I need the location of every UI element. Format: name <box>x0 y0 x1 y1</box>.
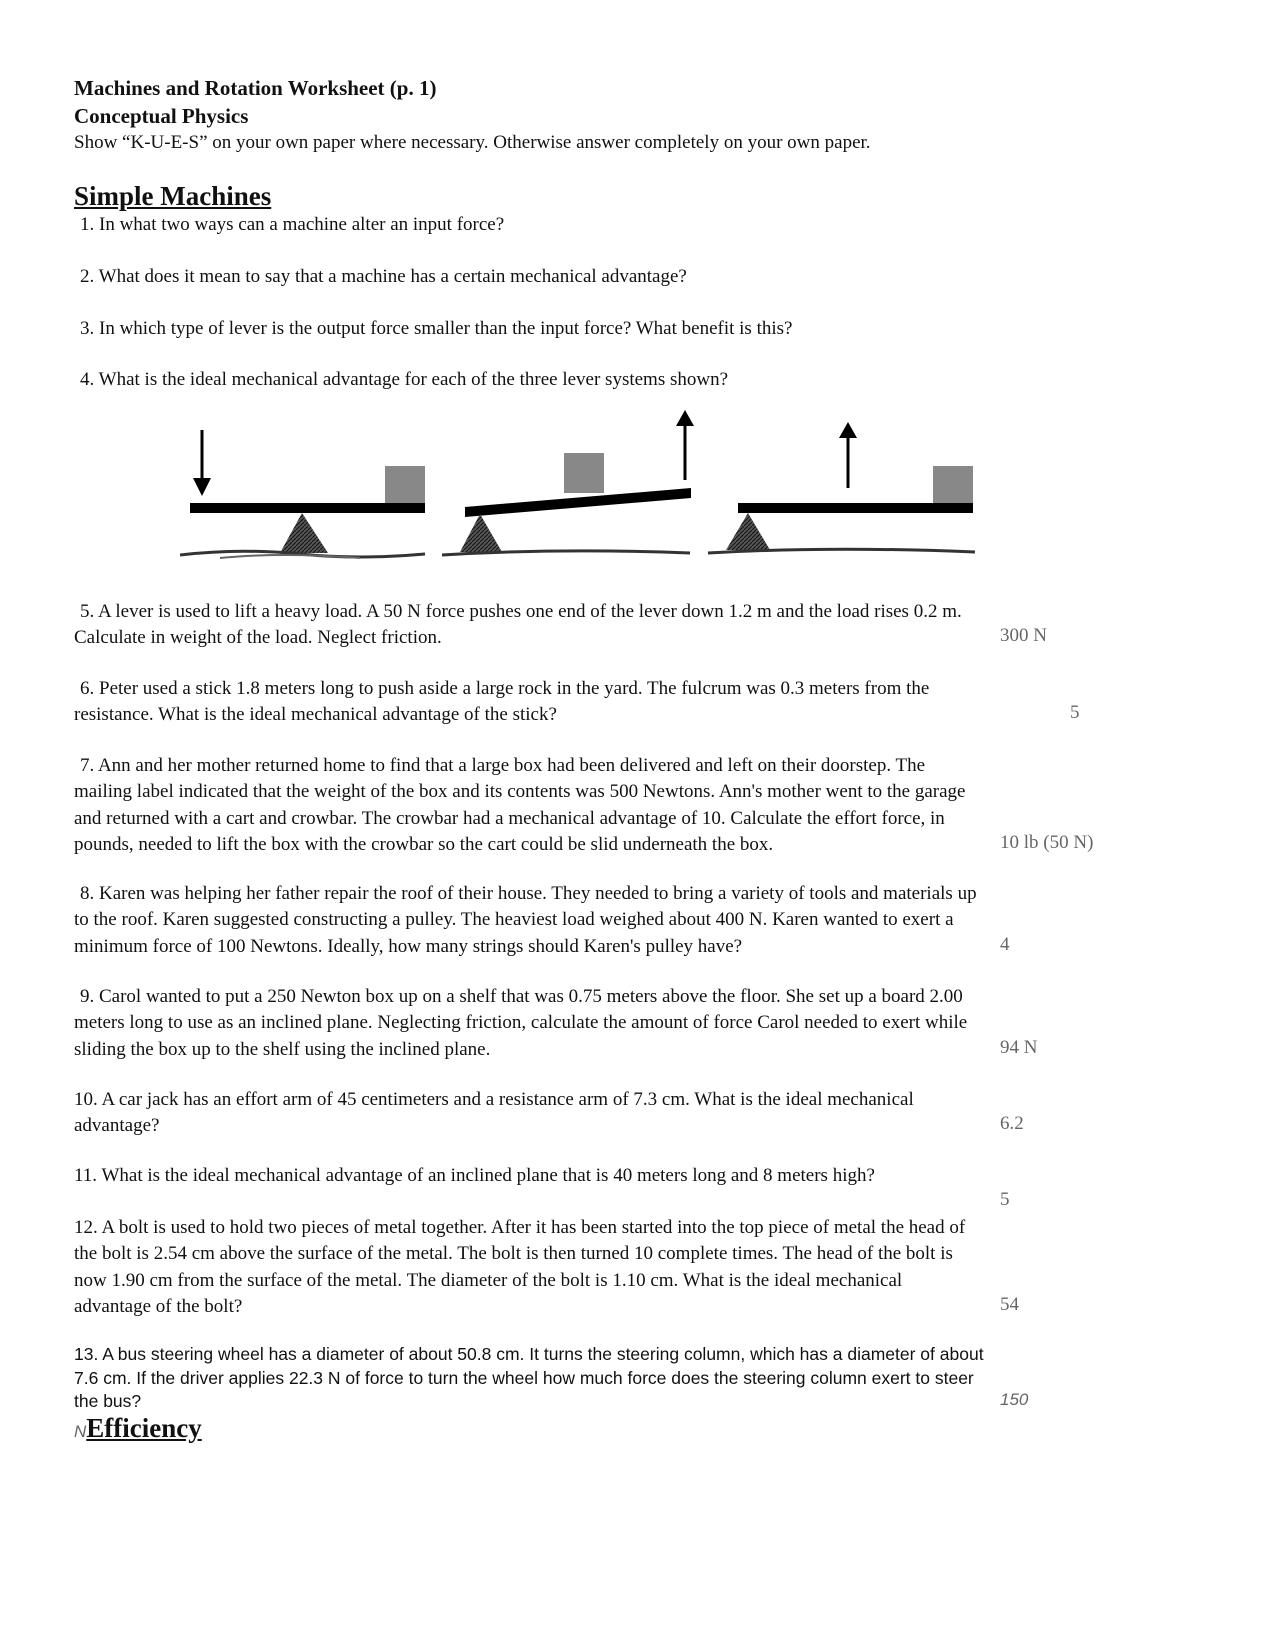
question-line: 2. What does it mean to say that a machine has a certain mechanical advantage? <box>80 266 687 287</box>
question-line: 11. What is the ideal mechanical advantage of an inclined plane that is 40 meters long and 8 meters high? <box>74 1165 875 1186</box>
question-line: 13. A bus steering wheel has a diameter of about 50.8 cm. It turns the steering column, which has a diameter of about <box>74 1344 984 1364</box>
lever-bar <box>738 503 973 513</box>
ground-line <box>708 549 975 553</box>
lever-diagram-3 <box>708 422 975 553</box>
question-line: 7. Ann and her mother returned home to find that a large box had been delivered and left on their doorstep. The <box>80 755 926 776</box>
question-line: 6. Peter used a stick 1.8 meters long to push aside a large rock in the yard. The fulcrum was 0.3 meters from the <box>80 678 930 699</box>
up-arrow-head-icon <box>839 422 857 438</box>
answer-5: 300 N <box>1000 625 1047 646</box>
question-2 <box>80 264 1190 290</box>
question-line: advantage of the bolt? <box>74 1296 243 1318</box>
question-line: 5. A lever is used to lift a heavy load. A 50 N force pushes one end of the lever down 1.2 m and the load rises 0.2 m. <box>80 601 962 622</box>
question-line: to the roof. Karen suggested constructing a pulley. The heaviest load weighed about 400 N. Karen wanted to exert a <box>74 909 954 931</box>
question-4 <box>80 367 1190 393</box>
question-line: meters long to use as an inclined plane. Neglecting friction, calculate the amount of force Carol needed to exert while <box>74 1012 968 1034</box>
question-11 <box>74 1163 1184 1189</box>
load-box <box>385 466 425 503</box>
question-3 <box>80 316 1190 342</box>
down-arrow-head-icon <box>193 478 211 496</box>
question-line: 7.6 cm. If the driver applies 22.3 N of force to turn the wheel how much force does the steering column exert to steer <box>74 1367 974 1388</box>
load-box <box>564 453 604 493</box>
lever-diagram-1 <box>180 430 425 558</box>
question-line: resistance. What is the ideal mechanical advantage of the stick? <box>74 704 557 726</box>
efficiency-heading <box>74 1413 202 1444</box>
question-line: 8. Karen was helping her father repair the roof of their house. They needed to bring a variety of tools and materials up <box>80 883 977 904</box>
question-line: pounds, needed to lift the box with the crowbar so the cart could be slid underneath the box. <box>74 834 774 856</box>
answer-12: 54 <box>1000 1294 1019 1315</box>
question-1 <box>80 212 1190 238</box>
fulcrum-icon <box>726 513 770 550</box>
answer-6: 5 <box>1070 702 1080 723</box>
answer-10: 6.2 <box>1000 1113 1024 1134</box>
question-line: the bolt is 2.54 cm above the surface of the metal. The bolt is then turned 10 complete times. The head of the bolt is <box>74 1243 953 1265</box>
question-line: mailing label indicated that the weight of the box and its contents was 500 Newtons. Ann's mother went to the garage <box>74 781 966 803</box>
question-line: now 1.90 cm from the surface of the metal. The diameter of the bolt is 1.10 cm. What is the ideal mechanical <box>74 1269 903 1291</box>
question-line: Calculate in weight of the load. Neglect friction. <box>74 627 442 649</box>
question-line: 1. In what two ways can a machine alter an input force? <box>80 214 505 235</box>
lever-systems-figure <box>180 410 1000 590</box>
answer-7: 10 lb (50 N) <box>1000 832 1094 853</box>
load-box <box>933 466 973 503</box>
worksheet-title: Machines and Rotation Worksheet (p. 1) <box>74 76 437 100</box>
question-line: sliding the box up to the shelf using the inclined plane. <box>74 1038 491 1060</box>
question-line: minimum force of 100 Newtons. Ideally, how many strings should Karen's pulley have? <box>74 935 743 957</box>
efficiency-prefix: N <box>74 1422 87 1441</box>
answer-8: 4 <box>1000 934 1010 955</box>
course-name: Conceptual Physics <box>74 104 249 128</box>
question-line: advantage? <box>74 1115 160 1137</box>
lever-diagram-2 <box>442 410 694 555</box>
question-line: the bus? <box>74 1391 142 1411</box>
section-heading-simple-machines: Simple Machines <box>74 181 272 211</box>
question-6 <box>74 676 1184 729</box>
instructions: Show “K-U-E-S” on your own paper where necessary. Otherwise answer completely on your own paper. <box>74 132 871 153</box>
question-line: 9. Carol wanted to put a 250 Newton box up on a shelf that was 0.75 meters above the floor. She set up a board 2.00 <box>80 986 963 1007</box>
answer-9: 94 N <box>1000 1037 1038 1058</box>
up-arrow-head-icon <box>676 410 694 426</box>
fulcrum-icon <box>460 514 502 552</box>
question-line: 12. A bolt is used to hold two pieces of metal together. After it has been started into the top piece of metal the head of <box>74 1217 966 1238</box>
lever-bar <box>190 503 425 513</box>
question-line: 10. A car jack has an effort arm of 45 centimeters and a resistance arm of 7.3 cm. What is the ideal mechanical <box>74 1089 914 1110</box>
answer-11: 5 <box>1000 1189 1010 1210</box>
question-line: and returned with a cart and crowbar. The crowbar had a mechanical advantage of 10. Calculate the effort force, in <box>74 807 945 829</box>
question-8 <box>74 881 1184 960</box>
question-line: 3. In which type of lever is the output force smaller than the input force? What benefit is this? <box>80 318 793 339</box>
answer-13: 150 <box>1000 1390 1029 1409</box>
question-line: 4. What is the ideal mechanical advantage for each of the three lever systems shown? <box>80 369 729 390</box>
section-heading-efficiency: Efficiency <box>86 1413 202 1443</box>
fulcrum-icon <box>280 513 328 553</box>
